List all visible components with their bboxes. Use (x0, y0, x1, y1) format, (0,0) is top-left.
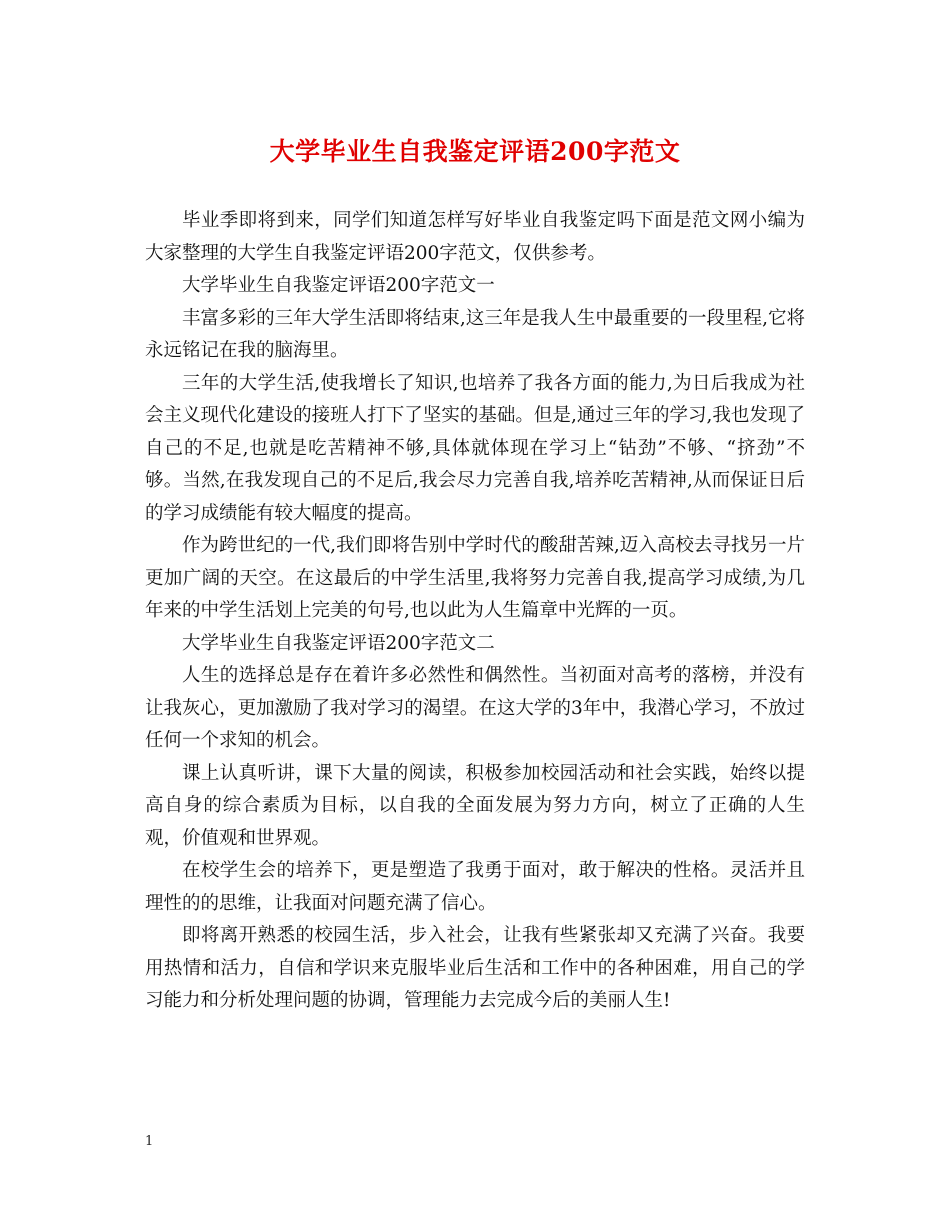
body-paragraph: 即将离开熟悉的校园生活，步入社会，让我有些紧张却又充满了兴奋。我要用热情和活力，自信和学识来克服毕业后生活和工作中的各种困难，用自己的学习能力和分析处理问题的协调，管理能力去完成今后的美丽人生! (145, 925, 805, 1011)
body-paragraph: 在校学生会的培养下，更是塑造了我勇于面对，敢于解决的性格。灵活并且理性的的思维，让我面对问题充满了信心。 (145, 860, 805, 914)
intro-paragraph: 毕业季即将到来，同学们知道怎样写好毕业自我鉴定吗下面是范文网小编为大家整理的大学生自我鉴定评语200字范文，仅供参考。 (145, 210, 805, 264)
document-body (145, 205, 805, 1018)
document-title: 大学毕业生自我鉴定评语200字范文 (269, 137, 681, 166)
section-heading-two: 大学毕业生自我鉴定评语200字范文二 (182, 632, 495, 654)
body-paragraph: 人生的选择总是存在着许多必然性和偶然性。当初面对高考的落榜，并没有让我灰心，更加激励了我对学习的渴望。在这大学的3年中，我潜心学习，不放过任何一个求知的机会。 (145, 665, 805, 751)
body-paragraph: 丰富多彩的三年大学生活即将结束,这三年是我人生中最重要的一段里程,它将永远铭记在我的脑海里。 (145, 307, 805, 361)
body-paragraph: 作为跨世纪的一代,我们即将告别中学时代的酸甜苦辣,迈入高校去寻找另一片更加广阔的天空。在这最后的中学生活里,我将努力完善自我,提高学习成绩,为几年来的中学生活划上完美的句号,也以此为人生篇章中光辉的一页。 (145, 535, 805, 621)
page-number: 1 (145, 1134, 154, 1149)
body-paragraph: 课上认真听讲，课下大量的阅读，积极参加校园活动和社会实践，始终以提高自身的综合素质为目标，以自我的全面发展为努力方向，树立了正确的人生观，价值观和世界观。 (145, 762, 805, 849)
section-heading-one: 大学毕业生自我鉴定评语200字范文一 (182, 275, 495, 296)
body-paragraph: 三年的大学生活,使我增长了知识,也培养了我各方面的能力,为日后我成为社会主义现代化建设的接班人打下了坚实的基础。但是,通过三年的学习,我也发现了自己的不足,也就是吃苦精神不够,具体就体现在学习上“钻劲”不够、“挤劲”不够。当然,在我发现自己的不足后,我会尽力完善自我,培养吃苦精神,从而保证日后的学习成绩能有较大幅度的提高。 (145, 372, 805, 524)
